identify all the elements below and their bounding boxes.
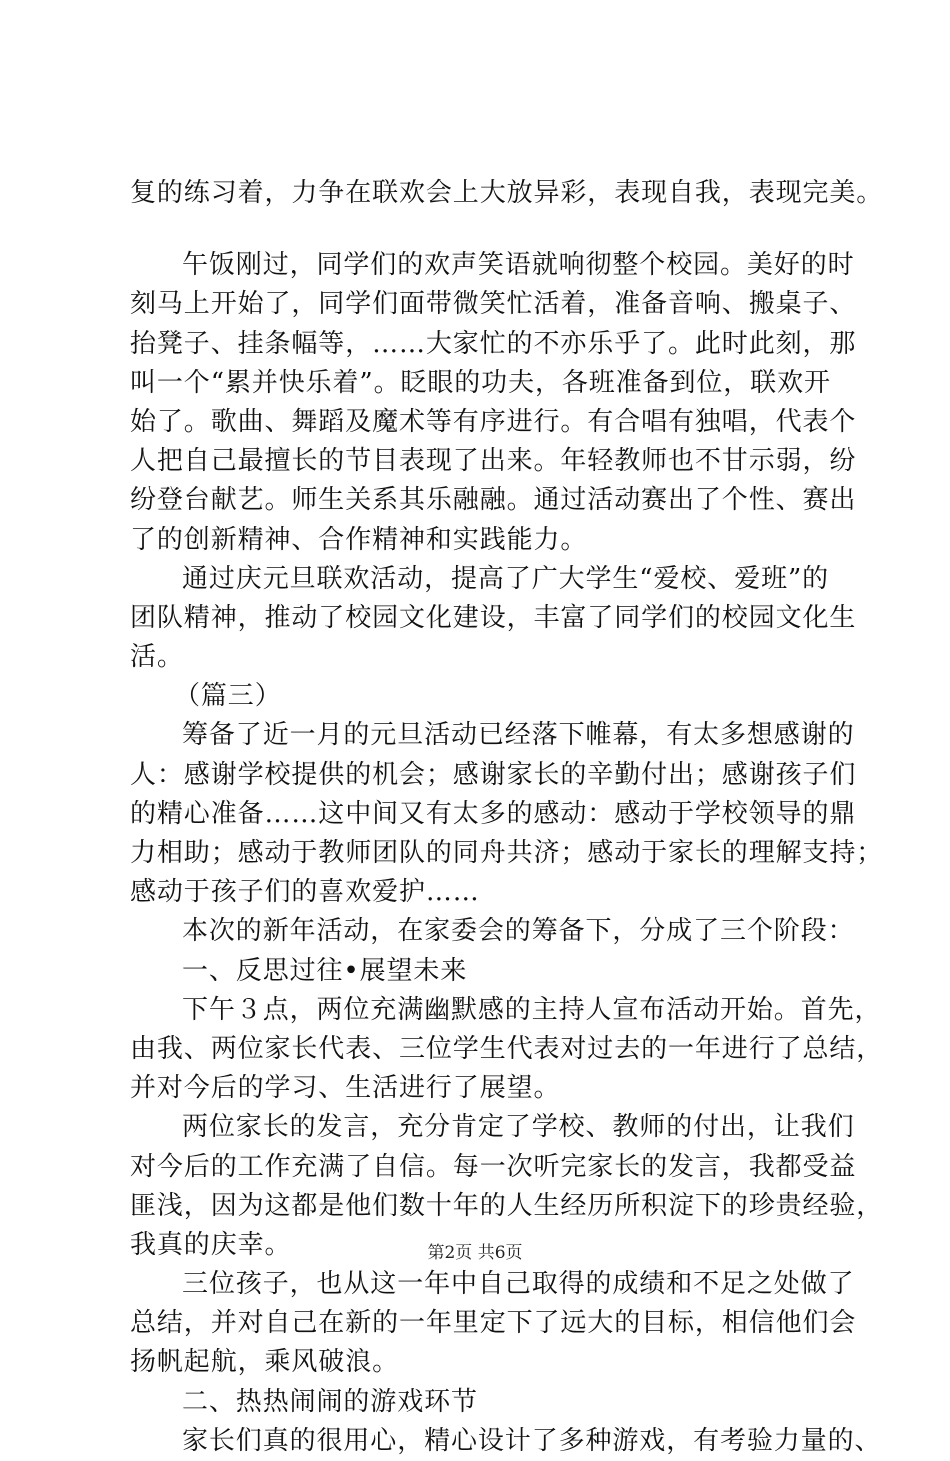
document-body: [130, 174, 884, 1461]
section-heading: 二、热热闹闹的游戏环节: [182, 1386, 478, 1417]
text-line: 家长们真的很用心，精心设计了多种游戏，有考验力量的、: [182, 1425, 882, 1456]
text-line: 纷登台献艺。师生关系其乐融融。通过活动赛出了个性、赛出: [130, 485, 857, 516]
text-line: 活。: [130, 642, 184, 673]
text-line: 对今后的工作充满了自信。每一次听完家长的发言，我都受益: [130, 1151, 857, 1182]
text-line: 筹备了近一月的元旦活动已经落下帷幕，有太多想感谢的: [182, 720, 855, 751]
section-heading: 一、反思过往•展望未来: [182, 955, 468, 986]
text-line: 由我、两位家长代表、三位学生代表对过去的一年进行了总结，: [130, 1033, 884, 1064]
text-line: 我真的庆幸。: [130, 1229, 292, 1260]
text-line: 始了。歌曲、舞蹈及魔术等有序进行。有合唱有独唱，代表个: [130, 406, 857, 437]
text-line: 通过庆元旦联欢活动，提高了广大学生“爱校、爱班”的: [182, 563, 830, 594]
text-line: 复的练习着，力争在联欢会上大放异彩，表现自我，表现完美。: [130, 178, 884, 208]
text-line: 叫一个“累并快乐着”。眨眼的功夫，各班准备到位，联欢开: [130, 367, 831, 398]
text-line: 总结，并对自己在新的一年里定下了远大的目标，相信他们会: [130, 1308, 857, 1339]
text-line: 刻马上开始了，同学们面带微笑忙活着，准备音响、搬桌子、: [130, 289, 857, 320]
page-footer: 第2页 共6页: [427, 1243, 523, 1263]
text-line: 两位家长的发言，充分肯定了学校、教师的付出，让我们: [182, 1112, 855, 1143]
text-line: 并对今后的学习、生活进行了展望。: [130, 1073, 561, 1104]
text-line: 团队精神，推动了校园文化建设，丰富了同学们的校园文化生: [130, 602, 857, 633]
section-label: （篇三）: [174, 681, 282, 712]
text-line: 三位孩子，也从这一年中自己取得的成绩和不足之处做了: [182, 1269, 855, 1300]
text-line: 下午３点，两位充满幽默感的主持人宣布活动开始。首先，: [182, 994, 882, 1025]
text-line: 的精心准备……这中间又有太多的感动：感动于学校领导的鼎: [130, 798, 857, 829]
paragraph-gap: [130, 213, 860, 246]
text-line: 了的创新精神、合作精神和实践能力。: [130, 524, 588, 555]
text-line: 人：感谢学校提供的机会；感谢家长的辛勤付出；感谢孩子们: [130, 759, 857, 790]
text-line: 匪浅，因为这都是他们数十年的人生经历所积淀下的珍贵经验，: [130, 1190, 884, 1221]
text-line: 本次的新年活动，在家委会的筹备下，分成了三个阶段：: [182, 916, 855, 947]
text-line: 人把自己最擅长的节目表现了出来。年轻教师也不甘示弱，纷: [130, 446, 857, 477]
text-line: 力相助；感动于教师团队的同舟共济；感动于家长的理解支持；: [130, 838, 884, 868]
text-line: 午饭刚过，同学们的欢声笑语就响彻整个校园。美好的时: [182, 250, 855, 281]
text-line: 抬凳子、挂条幅等，……大家忙的不亦乐乎了。此时此刻，那: [130, 328, 857, 359]
text-line: 扬帆起航，乘风破浪。: [130, 1347, 400, 1378]
text-line: 感动于孩子们的喜欢爱护……: [130, 877, 480, 908]
